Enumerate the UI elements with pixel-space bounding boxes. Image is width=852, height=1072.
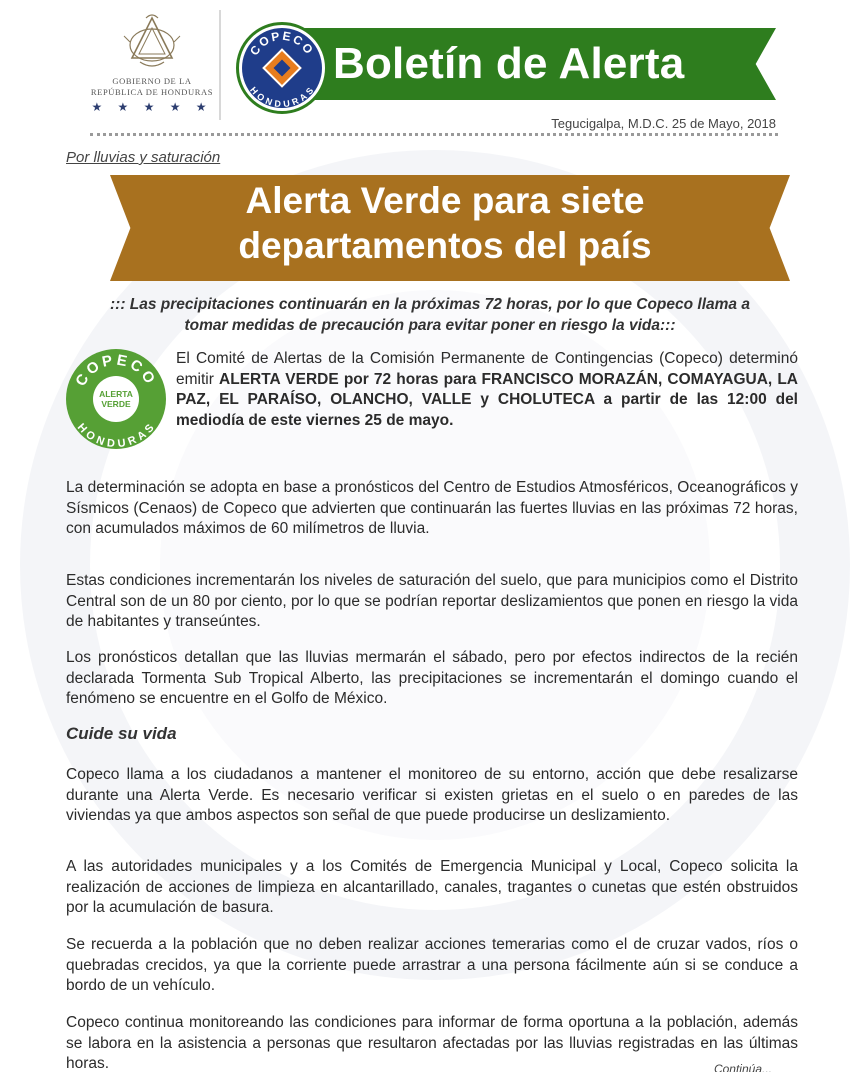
lead-bold: ALERTA VERDE por 72 horas para FRANCISCO MORAZÁN, COMAYAGUA, LA PAZ, EL PARAÍSO, OLANCHO, VALLE y CHOLUTECA a partir de las 12:00 del mediodía de este viernes 25 de mayo. xyxy=(176,370,798,429)
paragraph-2: Estas condiciones incrementarán los niveles de saturación del suelo, que para municipios como el Distrito Central son de un 80 por ciento, por lo que se podrían reportar deslizamientos que ponen en riesgo la vida de habitantes y transeúntes. xyxy=(66,572,798,630)
alerta-verde-logo xyxy=(66,349,166,449)
copeco-logo xyxy=(236,22,328,114)
header-divider xyxy=(219,10,221,120)
paragraph-4: Copeco llama a los ciudadanos a mantener el monitoreo de su entorno, acción que debe resalizarse durante una Alerta Verde. Es necesario verificar si existen grietas en el suelo o en paredes de las viviendas ya que ambos aspectos son señal de que puede producirse un deslizamiento. xyxy=(66,766,798,824)
alerta-verde-badge xyxy=(93,376,139,422)
svg-text:HONDURAS: HONDURAS xyxy=(248,84,316,108)
paragraph-5: A las autoridades municipales y a los Comités de Emergencia Municipal y Local, Copeco solicita la realización de acciones de limpieza en alcantarillado, canales, tragantes o cunetas que estén obstruidos por la acumulación de basura. xyxy=(66,858,798,916)
dotted-divider xyxy=(90,133,778,136)
category-label: Por lluvias y saturación xyxy=(66,149,221,166)
svg-text:COPECO: COPECO xyxy=(247,28,317,58)
svg-text:HONDURAS: HONDURAS xyxy=(74,421,158,449)
coat-of-arms-icon xyxy=(122,12,182,72)
subheadline xyxy=(70,294,790,336)
headline xyxy=(110,178,780,268)
section-heading: Cuide su vida xyxy=(66,724,177,743)
gov-name-line1: GOBIERNO DE LA xyxy=(112,76,192,86)
svg-text:COPECO: COPECO xyxy=(72,351,160,390)
dateline: Tegucigalpa, M.D.C. 25 de Mayo, 2018 xyxy=(551,116,776,131)
alerta-word: ALERTA xyxy=(99,389,133,399)
government-logo xyxy=(90,12,214,114)
continues-note: Continúa... xyxy=(713,1062,772,1072)
bulletin-title: Boletín de Alerta xyxy=(333,39,685,88)
lead-paragraph xyxy=(176,349,798,431)
headline-line1: Alerta Verde para siete xyxy=(245,180,645,221)
gov-name-line2: REPÚBLICA DE HONDURAS xyxy=(90,87,214,97)
paragraph-3: Los pronósticos detallan que las lluvias mermarán el sábado, pero por efectos indirectos de la recién declarada Tormenta Sub Tropical Alberto, las precipitaciones se incrementarán el domingo cuando el fenómeno se encuentre en el Golfo de México. xyxy=(66,649,798,707)
paragraph-1: La determinación se adopta en base a pronósticos del Centro de Estudios Atmosféricos, Oceanográficos y Sísmicos (Cenaos) de Copeco que advierten que continuarán las fuertes lluvias en las próximas 72 horas, con acumulados máximos de 60 milímetros de lluvia. xyxy=(66,479,798,537)
verde-word: VERDE xyxy=(101,399,131,409)
paragraph-7: Copeco continua monitoreando las condiciones para informar de forma oportuna a la población, además se labora en la asistencia a personas que resultaron afectadas por las lluvias registradas en las últimas horas. xyxy=(66,1014,798,1072)
gov-stars: ★ ★ ★ ★ ★ xyxy=(91,100,213,114)
lead-intro: El Comité de Alertas de la Comisión Permanente de Contingencias (Copeco) determinó emitir xyxy=(176,350,798,388)
subheadline-line1: ::: Las precipitaciones continuarán en la próximas 72 horas, por lo que Copeco llama a xyxy=(110,296,750,313)
headline-line2: departamentos del país xyxy=(238,225,652,266)
subheadline-line2: tomar medidas de precaución para evitar poner en riesgo la vida::: xyxy=(184,317,676,334)
paragraph-6: Se recuerda a la población que no deben realizar acciones temerarias como el de cruzar vados, ríos o quebradas crecidos, ya que la corriente puede arrastrar a una persona fácilmente aún si se conduce a bordo de un vehículo. xyxy=(66,936,798,994)
